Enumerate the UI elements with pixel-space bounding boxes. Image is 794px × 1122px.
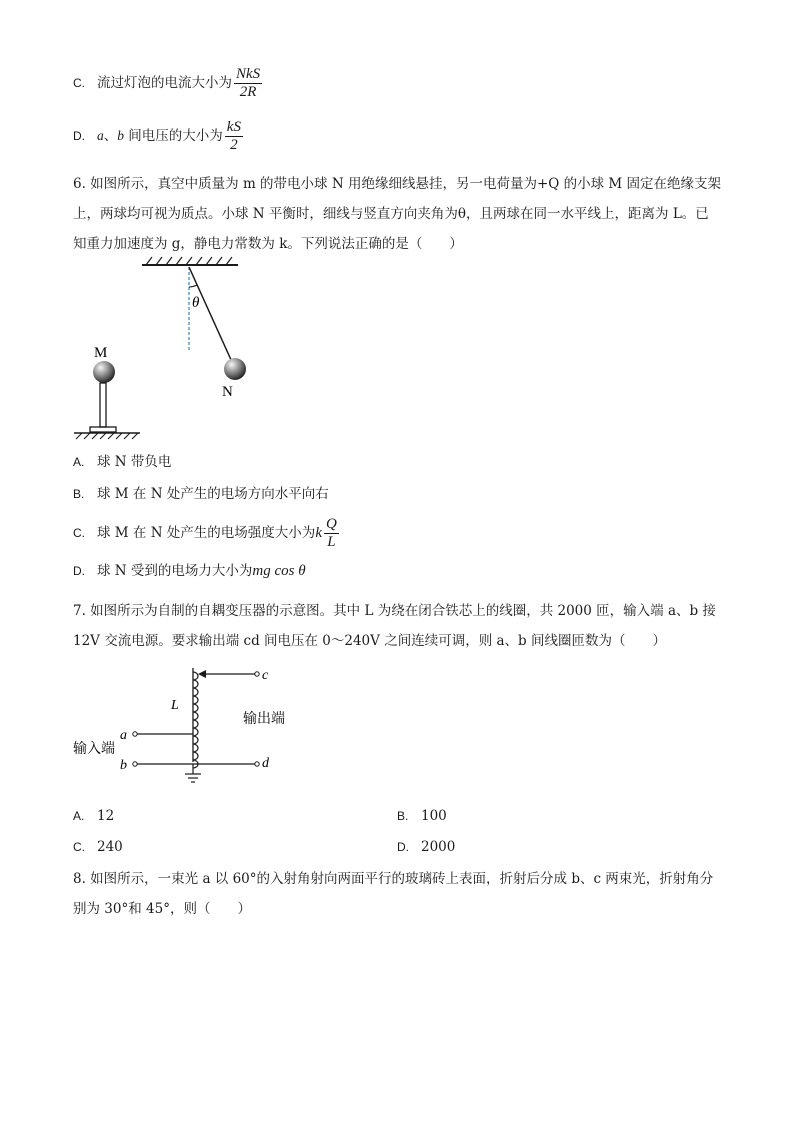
theta-label: θ (192, 295, 200, 311)
option-value: 12 (97, 808, 115, 824)
option-value: 100 (421, 808, 447, 824)
option-text: 球 M 在 N 处产生的电场方向水平向右 (97, 486, 329, 502)
denominator: 2R (239, 84, 257, 100)
constant-k: k (315, 525, 322, 541)
coil-l (193, 672, 198, 768)
q6-stem-line-3: 知重力加速度为 g，静电力常数为 k。下列说法正确的是（ ） (73, 236, 463, 252)
ball-n (224, 358, 246, 380)
output-label: 输出端 (243, 712, 285, 727)
terminal-a-label: a (120, 728, 127, 743)
q7-option-c[interactable] (73, 838, 123, 856)
option-text: 球 M 在 N 处产生的电场强度大小为 (97, 525, 316, 541)
coil-label: L (171, 698, 179, 713)
option-label: B. (397, 809, 409, 823)
fraction (324, 516, 339, 551)
q7-stem-line-1: 7. 如图所示为自制的自耦变压器的示意图。其中 L 为绕在闭合铁芯上的线圈，共 2000 匝，输入端 a、b 接 (73, 603, 716, 619)
q5-option-c[interactable] (73, 66, 262, 101)
q8-stem-line-1: 8. 如图所示，一束光 a 以 60°的入射角射向两面平行的玻璃砖上表面，折射后分成 b、c 两束光，折射角分 (73, 871, 714, 887)
denominator: 2 (230, 137, 238, 153)
option-value: 240 (97, 839, 123, 855)
q7-option-b[interactable] (397, 807, 447, 825)
q7-stem-line-2: 12V 交流电源。要求输出端 cd 间电压在 0～240V 之间连续可调，则 a、b 间线圈匝数为（ ） (73, 633, 666, 649)
ball-m-label: M (94, 345, 108, 361)
numerator: NkS (236, 66, 261, 82)
ball-m (93, 361, 115, 383)
option-label: D. (73, 129, 85, 143)
option-label: C. (73, 840, 85, 854)
math-expression: mg cos θ (252, 563, 306, 579)
q6-option-d[interactable] (73, 562, 306, 580)
q6-option-c[interactable] (73, 516, 339, 551)
option-label: B. (73, 487, 85, 501)
option-label: A. (73, 809, 85, 823)
q7-option-d[interactable] (397, 838, 455, 856)
fraction (234, 66, 262, 101)
q6-stem-line-2: 上，两球均可视为质点。小球 N 平衡时，细线与竖直方向夹角为θ，且两球在同一水平线上，距离为 L。已 (73, 206, 709, 222)
var-a: a (97, 128, 104, 143)
numerator: Q (325, 516, 337, 532)
terminal-d-label: d (262, 756, 269, 771)
fraction (225, 119, 243, 154)
q6-option-b[interactable] (73, 485, 329, 503)
arrow-icon (198, 670, 206, 678)
option-text: 流过灯泡的电流大小为 (97, 75, 232, 91)
option-label: D. (397, 840, 409, 854)
q7-option-a[interactable] (73, 807, 114, 825)
q6-option-a[interactable] (73, 453, 171, 471)
q6-pendulum-figure (70, 255, 260, 445)
ball-n-label: N (222, 384, 233, 400)
option-label: C. (73, 76, 85, 90)
numerator: kS (226, 119, 241, 135)
q8-stem-line-2: 别为 30°和 45°，则（ ） (73, 901, 251, 917)
var-b: b (117, 128, 124, 143)
q6-stem-line-1: 6. 如图所示，真空中质量为 m 的带电小球 N 用绝缘细线悬挂，另一电荷量为+Q 的小球 M 固定在绝缘支架 (73, 176, 722, 192)
input-label: 输入端 (73, 742, 115, 757)
option-text: 间电压的大小为 (124, 128, 223, 144)
denominator: L (327, 534, 336, 550)
option-value: 2000 (421, 839, 456, 855)
option-label: A. (73, 455, 85, 469)
option-text: 球 N 带负电 (97, 454, 172, 470)
q5-option-d[interactable] (73, 119, 243, 154)
option-label: D. (73, 564, 85, 578)
option-label: C. (73, 526, 85, 540)
option-text: 球 N 受到的电场力大小为 (97, 563, 253, 579)
q7-autotransformer-figure (65, 660, 305, 795)
separator: 、 (103, 128, 118, 144)
terminal-b-label: b (120, 758, 127, 773)
terminal-c-label: c (262, 668, 269, 683)
insulating-stand (100, 383, 106, 427)
